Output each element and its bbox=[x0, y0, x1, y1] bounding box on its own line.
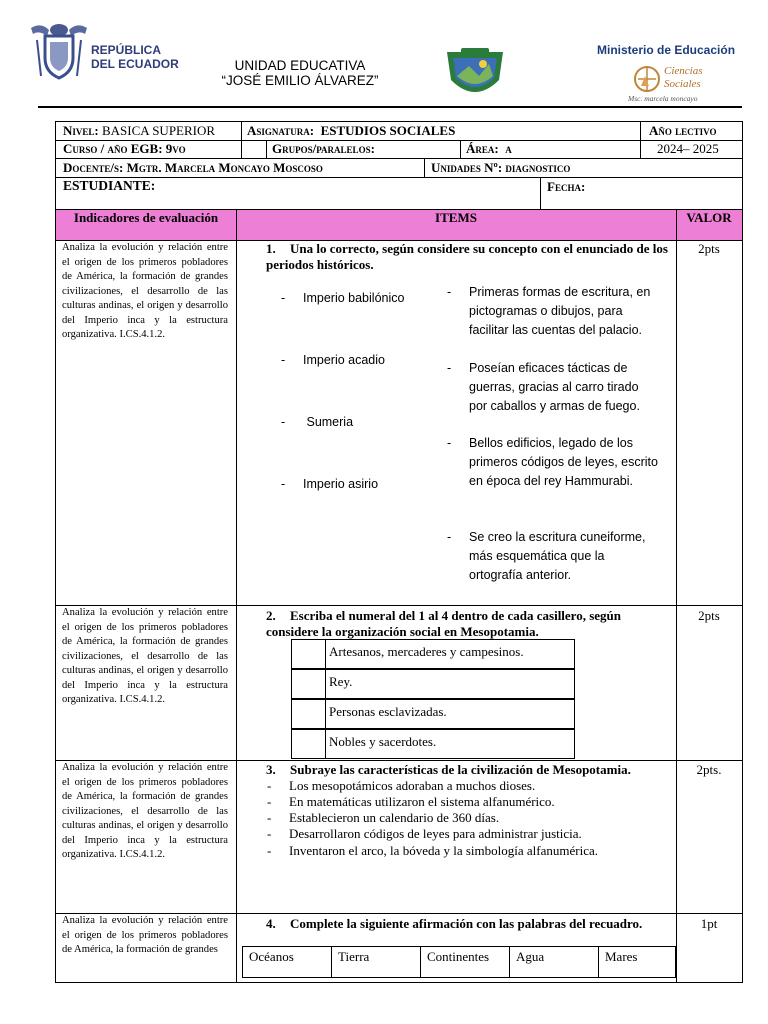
indicator-text: Analiza la evolución y relación entre el origen de los primeros pobladores de América, la formación de grandes civilizaciones, el desarrollo de las culturas andinas, el origen y desarrollo del Imperio inca y la estructura organizativa. I.CS.4.1.2. bbox=[62, 242, 228, 340]
divider bbox=[540, 177, 541, 209]
social-sciences-icon bbox=[632, 64, 662, 94]
q1-right-option: - Bellos edificios, legado de los primeros códigos de leyes, escrito en época del rey Hammurabi. bbox=[447, 436, 658, 488]
q1-left-option: - Imperio asirio bbox=[281, 477, 379, 491]
q3-option[interactable]: - Inventaron el arco, la bóveda y la simbología alfanumérica. bbox=[267, 843, 598, 858]
indicator-text-partial: Analiza la evolución y relación entre el origen de los primeros pobladores de América, la formación de grandes bbox=[62, 915, 228, 955]
q2-number-box[interactable] bbox=[292, 640, 326, 668]
ano-lectivo-label: Año lectivo bbox=[649, 123, 717, 138]
q1-left-option: - Imperio babilónico bbox=[281, 291, 405, 305]
col-header-valor: VALOR bbox=[686, 210, 732, 225]
question-1-value: 2pts bbox=[698, 241, 720, 256]
indicator-text: Analiza la evolución y relación entre el origen de los primeros pobladores de América, la formación de grandes civilizaciones, el desarrollo de las culturas andinas, el origen y desarrollo del Imperio inca y la estructura organizativa. I.CS.4.1.2. bbox=[62, 762, 228, 860]
unidades-field: Unidades Nº: diagnostico bbox=[431, 160, 571, 175]
q3-option[interactable]: - Los mesopotámicos adoraban a muchos dioses. bbox=[267, 778, 536, 793]
q1-right-option: - Poseían eficaces tácticas de guerras, gracias al carro tirado por caballos y armas de fuego. bbox=[447, 361, 640, 413]
q1-right-option: - Primeras formas de escritura, en pictogramas o dibujos, para facilitar las cuentas del palacio. bbox=[447, 285, 651, 337]
q2-order-row[interactable]: Artesanos, mercaderes y campesinos. bbox=[291, 639, 575, 669]
grupos-field: Grupos/paralelos: bbox=[272, 141, 375, 156]
asignatura-field: Asignatura: ESTUDIOS SOCIALES bbox=[247, 123, 456, 138]
q2-order-row[interactable]: Personas esclavizadas. bbox=[291, 699, 575, 729]
estudiante-field[interactable]: ESTUDIANTE: bbox=[63, 178, 156, 193]
q2-order-row[interactable]: Rey. bbox=[291, 669, 575, 699]
question-2-title: 2. Escriba el numeral del 1 al 4 dentro de cada casillero, según considere la organización social en Mesopotamia. bbox=[266, 608, 622, 639]
question-1-title: 1. Una lo correcto, según considere su concepto con el enunciado de los periodos históricos. bbox=[266, 241, 668, 272]
question-4-title: 4. Complete la siguiente afirmación con las palabras del recuadro. bbox=[266, 916, 643, 931]
social-sciences-label: Ciencias Sociales bbox=[664, 65, 703, 90]
docente-field: Docente/s: Mgtr. Marcela Moncayo Moscoso bbox=[63, 160, 323, 175]
q4-word-box: Tierra bbox=[331, 946, 421, 978]
header-divider bbox=[38, 106, 742, 108]
teacher-signature: Msc. marcela moncayo bbox=[628, 94, 698, 103]
q1-left-option: - Imperio acadio bbox=[281, 353, 385, 367]
col-header-indicadores: Indicadores de evaluación bbox=[73, 210, 219, 225]
curso-field: Curso / año EGB: 9vo bbox=[63, 141, 186, 156]
divider bbox=[460, 140, 461, 158]
q2-order-row[interactable]: Nobles y sacerdotes. bbox=[291, 729, 575, 759]
republica-title: REPÚBLICA DEL ECUADOR bbox=[91, 43, 179, 71]
ecuador-coat-of-arms-icon bbox=[27, 20, 91, 82]
ministry-title: Ministerio de Educación bbox=[597, 43, 736, 57]
divider bbox=[424, 158, 425, 177]
q3-option[interactable]: - Establecieron un calendario de 360 días. bbox=[267, 810, 500, 825]
area-field: Área: a bbox=[466, 141, 512, 156]
school-name: UNIDAD EDUCATIVA “JOSÉ EMILIO ÁLVAREZ” bbox=[221, 58, 379, 88]
school-shield-icon bbox=[443, 46, 507, 104]
q2-number-box[interactable] bbox=[292, 730, 326, 758]
q4-word-box: Océanos bbox=[242, 946, 332, 978]
divider bbox=[676, 209, 677, 983]
divider bbox=[241, 121, 242, 158]
divider bbox=[640, 121, 641, 158]
q2-number-box[interactable] bbox=[292, 670, 326, 698]
nivel-field: Nivel: BASICA SUPERIOR bbox=[63, 123, 216, 138]
indicator-text: Analiza la evolución y relación entre el origen de los primeros pobladores de América, la formación de grandes civilizaciones, el desarrollo de las culturas andinas, el origen y desarrollo del Imperio inca y la estructura organizativa. I.CS.4.1.2. bbox=[62, 607, 228, 705]
q4-word-box: Agua bbox=[509, 946, 599, 978]
q3-option[interactable]: - En matemáticas utilizaron el sistema alfanumérico. bbox=[267, 794, 555, 809]
divider bbox=[266, 140, 267, 158]
question-3-value: 2pts. bbox=[696, 762, 722, 777]
divider bbox=[55, 177, 743, 178]
q2-number-box[interactable] bbox=[292, 700, 326, 728]
col-header-items: ITEMS bbox=[435, 210, 477, 225]
q3-option[interactable]: - Desarrollaron códigos de leyes para administrar justicia. bbox=[267, 826, 582, 841]
fecha-field[interactable]: Fecha: bbox=[547, 179, 586, 194]
divider bbox=[236, 209, 237, 983]
q1-right-option: - Se creo la escritura cuneiforme, más esquemática que la ortografía anterior. bbox=[447, 530, 646, 582]
question-2-value: 2pts bbox=[698, 608, 720, 623]
ano-lectivo-value: 2024– 2025 bbox=[657, 141, 719, 156]
q4-word-box: Continentes bbox=[420, 946, 510, 978]
q1-left-option: - Sumeria bbox=[281, 415, 354, 429]
divider bbox=[55, 158, 743, 159]
q4-word-box: Mares bbox=[598, 946, 676, 978]
question-4-value: 1pt bbox=[700, 916, 718, 931]
question-3-title: 3. Subraye las características de la civilización de Mesopotamia. bbox=[266, 762, 631, 777]
